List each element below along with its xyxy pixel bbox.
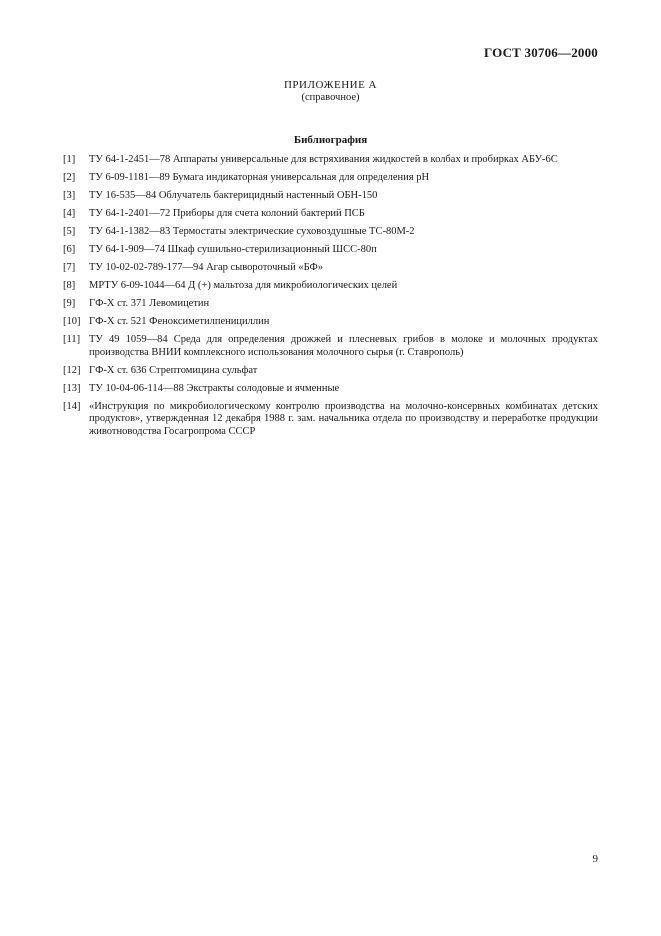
bibliography-item (63, 226, 598, 239)
bibliography-item-text: ТУ 10-02-02-789-177—94 Агар сывороточный «БФ» (89, 262, 324, 273)
bibliography-item-number: [2] (63, 172, 76, 183)
bibliography-item-number: [9] (63, 298, 76, 309)
bibliography-item (63, 298, 598, 311)
bibliography-title: Библиография (293, 134, 368, 146)
bibliography-item (63, 334, 598, 359)
bibliography-item-number: [8] (63, 280, 76, 291)
bibliography-item-number: [14] (63, 400, 81, 412)
bibliography-item-number: [12] (63, 364, 81, 376)
bibliography-item-number: [11] (63, 334, 81, 345)
document-code: ГОСТ 30706—2000 (483, 45, 598, 60)
bibliography-item-number: [7] (63, 262, 76, 273)
bibliography-item-number: [6] (63, 244, 76, 255)
bibliography-item-text: ТУ 64-1-909—74 Шкаф сушильно-стерилизационный ШСС-80п (89, 244, 377, 255)
bibliography-item-text: МРТУ 6-09-1044—64 Д (+) мальтоза для микробиологических целей (89, 280, 398, 291)
bibliography-item-text: ТУ 64-1-2451—78 Аппараты универсальные для встряхивания жидкостей в колбах и пробирках АБУ-6С (89, 154, 558, 165)
bibliography-item (63, 190, 598, 203)
bibliography-item-number: [3] (63, 190, 76, 201)
bibliography-item-text: ГФ-Х ст. 521 Феноксиметилпенициллин (89, 316, 270, 327)
bibliography-item-text: ГФ-Х ст. 636 Стрептомицина сульфат (89, 364, 258, 376)
bibliography-item-number: [13] (63, 382, 81, 394)
bibliography-item-number: [1] (63, 154, 76, 165)
annex-subtitle: (справочное) (301, 92, 360, 103)
bibliography-item (63, 154, 598, 167)
bibliography-item (63, 383, 598, 396)
bibliography-item (63, 401, 598, 439)
bibliography-item-text: ТУ 64-1-2401—72 Приборы для счета колоний бактерий ПСБ (89, 208, 365, 219)
bibliography-item-text: ТУ 16-535—84 Облучатель бактерицидный настенный ОБН-150 (89, 190, 378, 201)
bibliography-item (63, 316, 598, 329)
bibliography-item-text: ТУ 64-1-1382—83 Термостаты электрические суховоздушные ТС-80М-2 (89, 226, 415, 237)
annex-title: ПРИЛОЖЕНИЕ А (283, 79, 377, 91)
bibliography-item-number: [10] (63, 316, 81, 327)
bibliography-item-number: [4] (63, 208, 76, 219)
bibliography-item-text: ТУ 10-04-06-114—88 Экстракты солодовые и ячменные (89, 382, 340, 394)
bibliography-item (63, 365, 598, 378)
bibliography-item (63, 262, 598, 275)
bibliography-item-text: ГФ-Х ст. 371 Левомицетин (89, 298, 210, 309)
page-number: 9 (592, 853, 598, 865)
bibliography-item (63, 172, 598, 185)
bibliography-item (63, 244, 598, 257)
bibliography-item (63, 208, 598, 221)
bibliography-item-text: ТУ 6-09-1181—89 Бумага индикаторная универсальная для определения рН (89, 172, 430, 183)
bibliography-item-number: [5] (63, 226, 76, 237)
bibliography-item (63, 280, 598, 293)
bibliography-item-text: «Инструкция по микробиологическому контролю производства на молочно-консервных комбинатах детских продуктов», утвержденная 12 декабря 1988 г. зам. начальника отдела по производству и переработке продукции животноводства Госагропрома СССР (89, 400, 598, 437)
bibliography-item-text: ТУ 49 1059—84 Среда для определения дрожжей и плесневых грибов в молоке и молочных продуктах производства ВНИИ комплексного использования молочного сырья (г. Ставрополь) (89, 334, 598, 358)
bibliography-list (63, 154, 598, 444)
